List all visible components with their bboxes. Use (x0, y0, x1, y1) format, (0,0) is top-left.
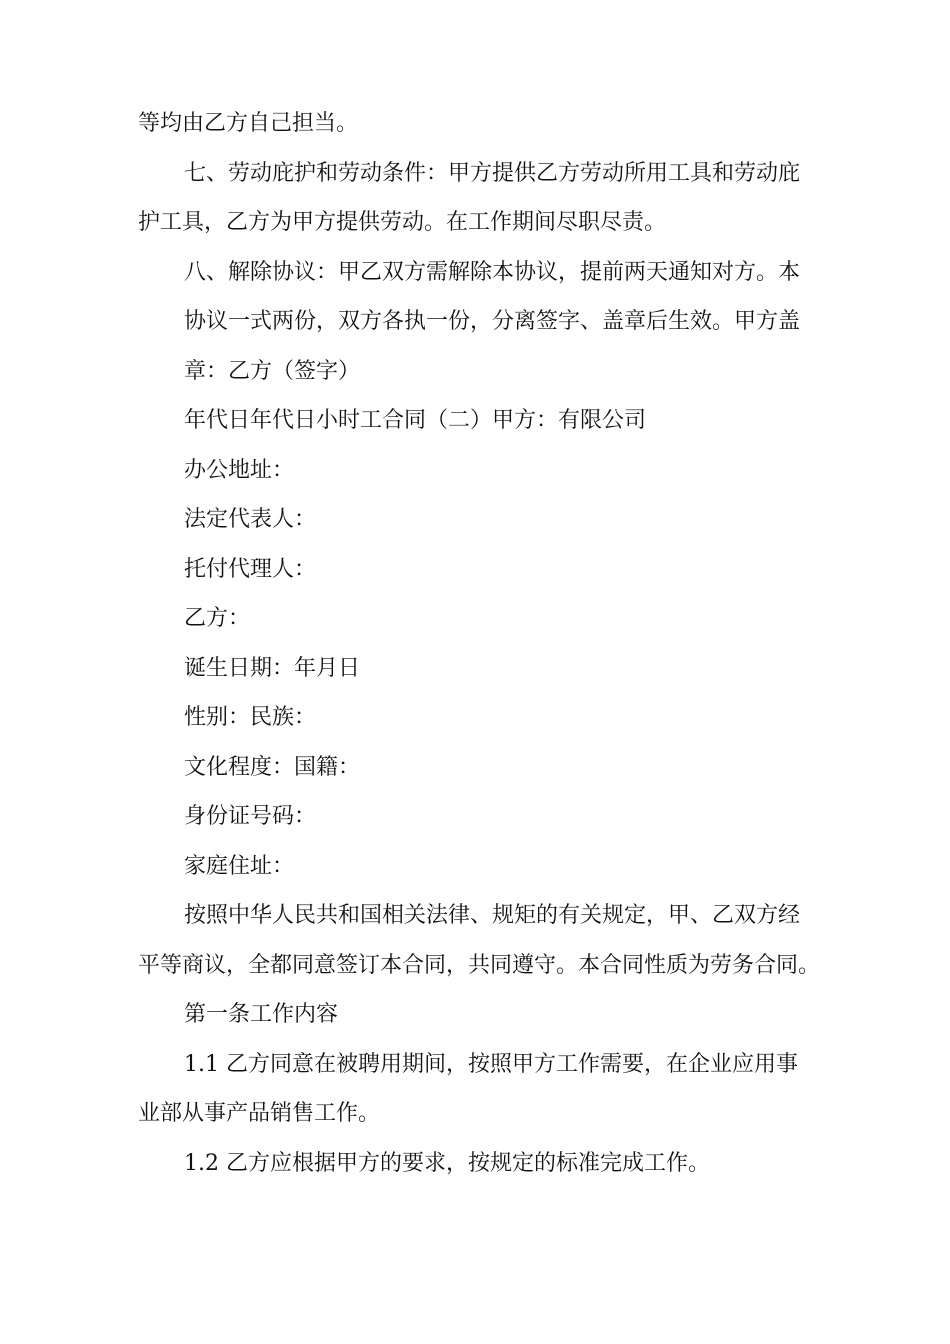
text-line-13: 性别：民族： (184, 705, 317, 730)
text-line-21: 业部从事产品销售工作。 (138, 1101, 381, 1126)
text-line-14: 文化程度：国籍： (184, 754, 361, 780)
text-line-6: 章：乙方（签字） (184, 358, 361, 384)
text-line-17: 按照中华人民共和国相关法律、规矩的有关规定，甲、乙双方经 (184, 903, 801, 928)
text-line-18: 平等商议，全都同意签订本合同，共同遵守。本合同性质为劳务合同。 (138, 952, 821, 978)
text-line-4: 八、解除协议：甲乙双方需解除本协议，提前两天通知对方。本 (184, 259, 801, 285)
text-line-7: 年代日年代日小时工合同（二）甲方：有限公司 (184, 408, 647, 433)
text-line-9: 法定代表人： (184, 507, 317, 532)
document-body (138, 99, 828, 1188)
text-line-15: 身份证号码： (184, 804, 317, 829)
text-line-20: 1.1 乙方同意在被聘用期间，按照甲方工作需要，在企业应用事 (184, 1051, 798, 1077)
text-line-22: 1.2 乙方应根据甲方的要求，按规定的标准完成工作。 (184, 1150, 710, 1176)
text-line-8: 办公地址： (184, 457, 295, 483)
text-line-16: 家庭住址： (184, 853, 295, 879)
text-line-19: 第一条工作内容 (184, 1002, 339, 1027)
text-line-1: 等均由乙方自己担当。 (138, 111, 359, 136)
text-line-5: 协议一式两份，双方各执一份，分离签字、盖章后生效。甲方盖 (184, 309, 801, 334)
text-line-3: 护工具，乙方为甲方提供劳动。在工作期间尽职尽责。 (138, 210, 667, 235)
text-line-12: 诞生日期：年月日 (184, 655, 361, 681)
text-line-2: 七、劳动庇护和劳动条件：甲方提供乙方劳动所用工具和劳动庇 (184, 160, 801, 186)
text-line-10: 托付代理人： (184, 556, 317, 582)
text-line-11: 乙方： (184, 606, 251, 631)
